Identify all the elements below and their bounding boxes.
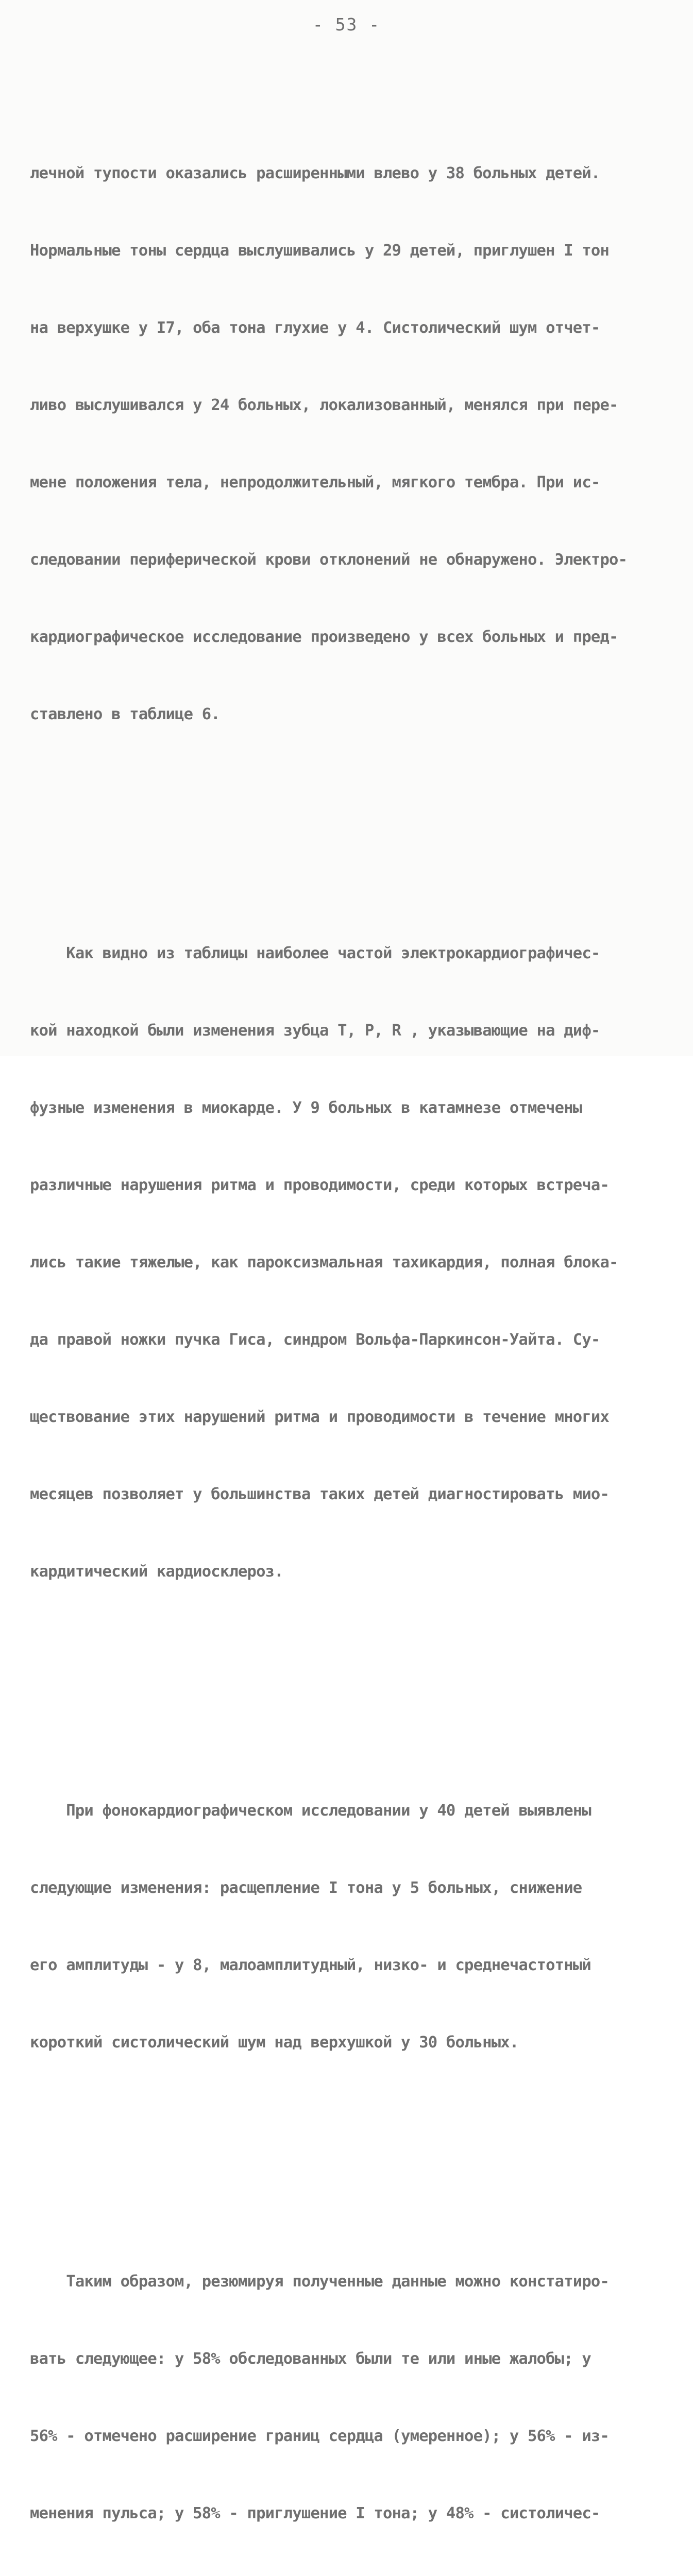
text-line: лись такие тяжелые, как пароксизмальная тахикардия, полная блока- [30,1253,618,1272]
paragraph-gap [30,831,664,838]
text-line: да правой ножки пучка Гиса, синдром Вольфа-Паркинсон-Уайта. Су- [30,1331,600,1349]
paragraph-1 [30,109,664,779]
text-line: лечной тупости оказались расширенными влево у 38 больных детей. [30,164,600,182]
text-line: месяцев позволяет у большинства таких детей диагностировать мио- [30,1485,610,1503]
paragraph-3 [30,1747,664,2107]
text-line: кой находкой были изменения зубца Т, Р, R , указывающие на диф- [30,1022,600,1040]
body-text [30,58,664,2576]
text-line: кардитический кардиосклероз. [30,1563,283,1581]
text-line: фузные изменения в миокарде. У 9 больных в катамнезе отмечены [30,1099,582,1117]
text-line: следовании периферической крови отклонений не обнаружено. Электро- [30,551,628,569]
text-line: следующие изменения: расщепление I тона у 5 больных, снижение [30,1879,582,1897]
paragraph-2 [30,889,664,1636]
text-line: на верхушке у I7, оба тона глухие у 4. Систолический шум отчет- [30,319,600,337]
paragraph-4 [30,2217,664,2576]
page-number: - 53 - [312,14,381,35]
text-line: его амплитуды - у 8, малоамплитудный, низко- и среднечастотный [30,1956,591,1974]
text-line: Как видно из таблицы наиболее частой электрокардиографичес- [30,944,600,962]
text-line: ливо выслушивался у 24 больных, локализованный, менялся при пере- [30,396,618,414]
text-line: менения пульса; у 58% - приглушение I тона; у 48% - систоличес- [30,2504,600,2522]
paragraph-gap [30,2159,664,2166]
text-line: различные нарушения ритма и проводимости, среди которых встреча- [30,1176,610,1194]
text-line: Нормальные тоны сердца выслушивались у 29 детей, приглушен I тон [30,242,610,260]
text-line: Таким образом, резюмируя полученные данные можно констатиро- [30,2273,610,2291]
text-line: ставлено в таблице 6. [30,705,220,723]
text-line: короткий систолический шум над верхушкой у 30 больных. [30,2033,519,2052]
text-line: При фонокардиографическом исследовании у 40 детей выявлены [30,1802,591,1820]
text-line: 56% - отмечено расширение границ сердца (умеренное); у 56% - из- [30,2427,610,2445]
text-line: кардиографическое исследование произведено у всех больных и пред- [30,628,618,646]
text-line: вать следующее: у 58% обследованных были те или иные жалобы; у [30,2350,591,2368]
paragraph-gap [30,1688,664,1695]
text-line: ществование этих нарушений ритма и проводимости в течение многих [30,1408,610,1426]
text-line: мене положения тела, непродолжительный, мягкого тембра. При ис- [30,473,600,492]
